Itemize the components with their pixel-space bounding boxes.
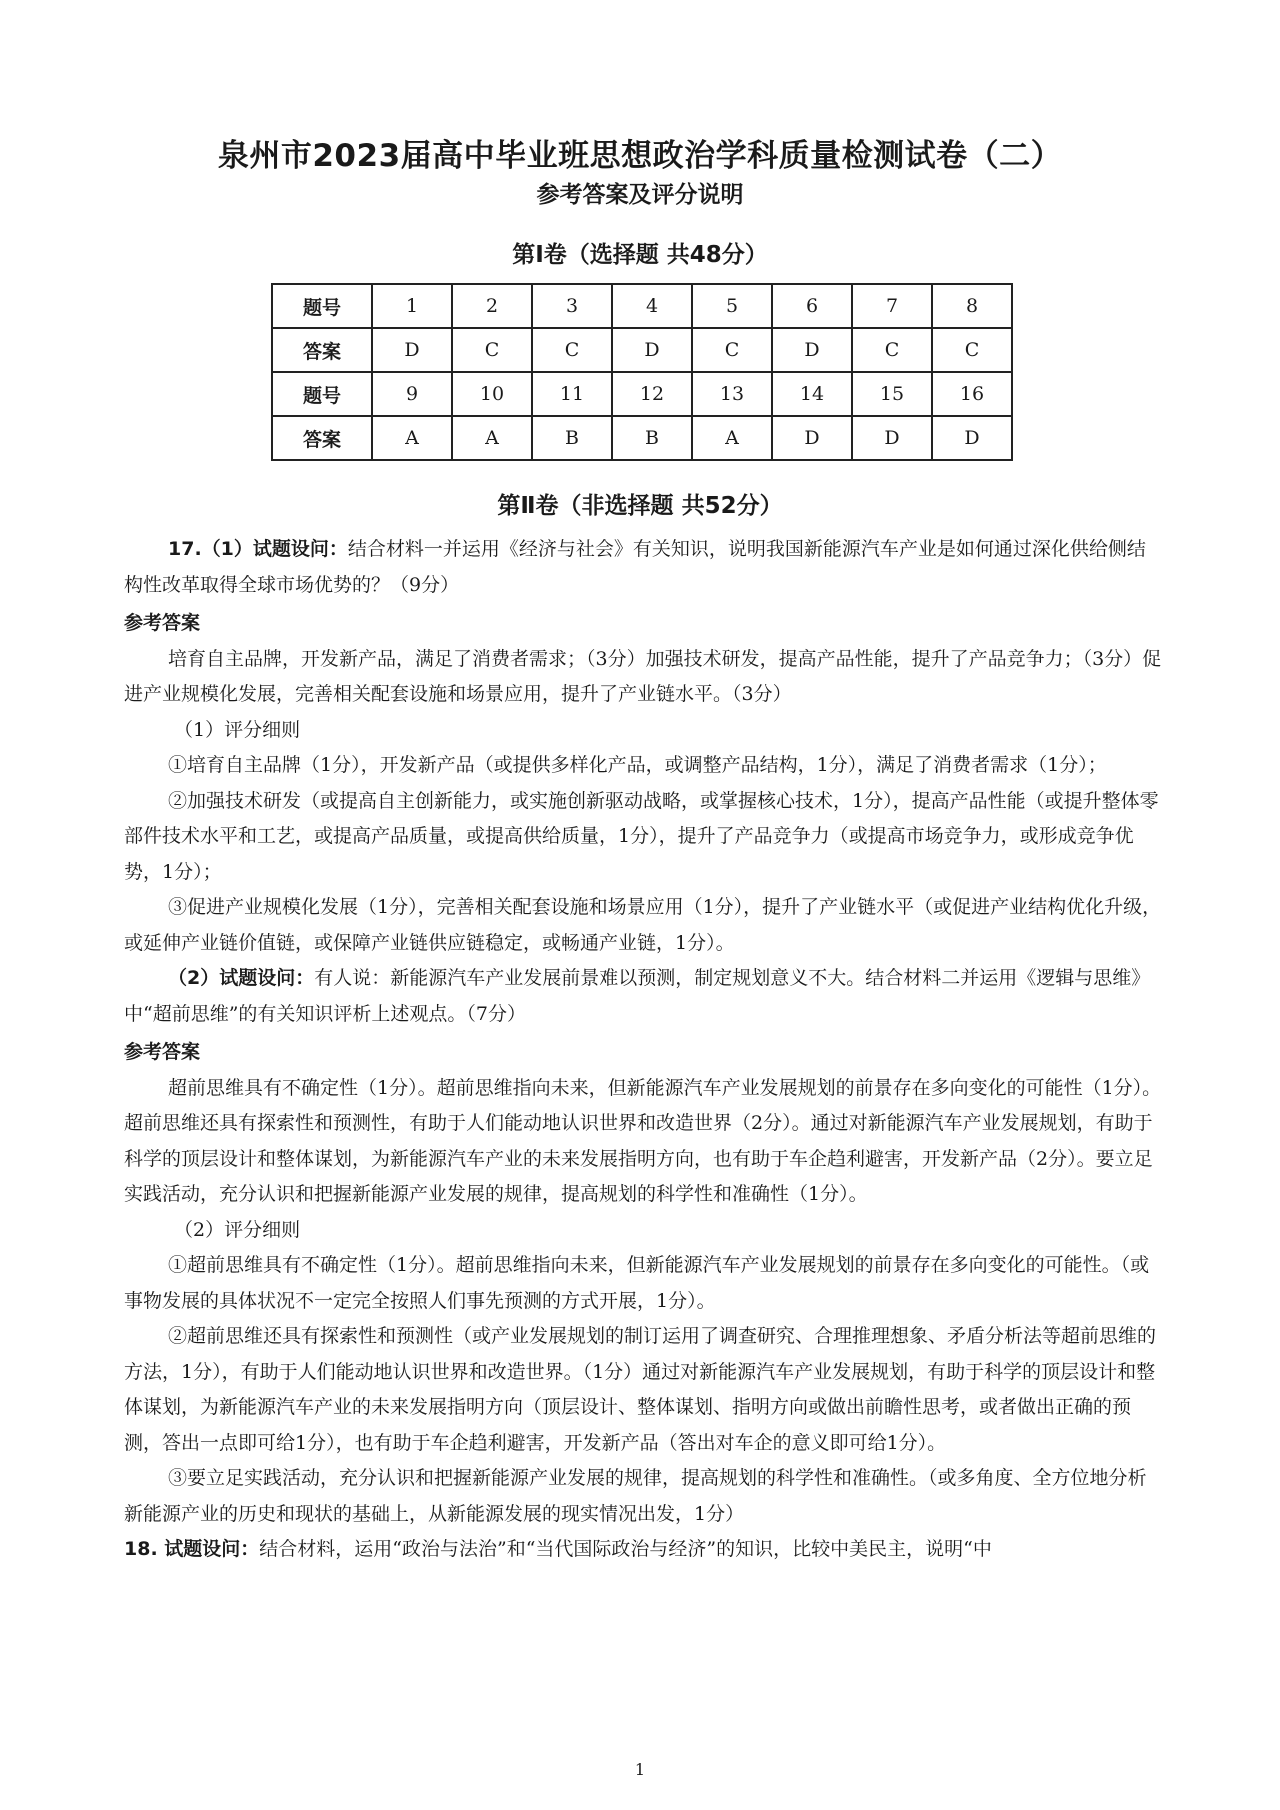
- answer-table-row-label: 答案: [272, 416, 372, 460]
- answer-table-row: [272, 416, 1012, 460]
- q17-part2-label: （2）试题设问：: [168, 967, 315, 989]
- answer-table-cell: 14: [772, 372, 852, 416]
- answer-table-cell: 13: [692, 372, 772, 416]
- answer-table-cell: A: [372, 416, 452, 460]
- answer-table-cell: 10: [452, 372, 532, 416]
- answer-table-row-label: 题号: [272, 372, 372, 416]
- answer-body: [124, 532, 1164, 1568]
- answer-table-cell: 4: [612, 284, 692, 328]
- answer-table-cell: B: [532, 416, 612, 460]
- page-number: 1: [634, 1760, 646, 1779]
- answer-table-cell: A: [452, 416, 532, 460]
- answer-table-cell: D: [612, 328, 692, 372]
- q17-part1-label: 17.（1）试题设问：: [168, 538, 348, 560]
- answer-table-row: [272, 372, 1012, 416]
- q17-part1-rubric-heading: （1）评分细则: [174, 718, 301, 741]
- q17-part2-question: [124, 961, 1164, 1032]
- answer-table-cell: 2: [452, 284, 532, 328]
- answer-table-cell: 9: [372, 372, 452, 416]
- q18-text: 结合材料，运用“政治与法治”和“当代国际政治与经济”的知识，比较中美民主，说明“中: [259, 1538, 992, 1560]
- answer-table-cell: D: [372, 328, 452, 372]
- answer-table-row: [272, 328, 1012, 372]
- q18-label: 18. 试题设问：: [124, 1538, 260, 1560]
- answer-table-row-label: 答案: [272, 328, 372, 372]
- answer-table-cell: 16: [932, 372, 1012, 416]
- section-2-heading: 第Ⅱ卷（非选择题 共52分）: [497, 493, 783, 519]
- answer-table-cell: C: [532, 328, 612, 372]
- q17-part2-rubric-item: ②超前思维还具有探索性和预测性（或产业发展规划的制订运用了调查研究、合理推理想象、矛盾分析法等超前思维的方法，1分），有助于人们能动地认识世界和改造世界。（1分）通过对新能源汽车产业发展规划，有助于科学的顶层设计和整体谋划，为新能源汽车产业的未来发展指明方向（顶层设计、整体谋划、指明方向或做出前瞻性思考，或者做出正确的预测，答出一点即可给1分），也有助于车企趋利避害，开发新产品（答出对车企的意义即可给1分）。: [124, 1325, 1157, 1454]
- answer-table-cell: B: [612, 416, 692, 460]
- answer-table-cell: 7: [852, 284, 932, 328]
- answer-table-cell: C: [692, 328, 772, 372]
- answer-table-cell: 6: [772, 284, 852, 328]
- q17-part2-rubric-item: ③要立足实践活动，充分认识和把握新能源产业发展的规律，提高规划的科学性和准确性。（或多角度、全方位地分析新能源产业的历史和现状的基础上，从新能源发展的现实情况出发，1分）: [124, 1467, 1147, 1525]
- q17-part1-ref-heading: 参考答案: [124, 612, 201, 634]
- q17-part1-rubric-item: ②加强技术研发（或提高自主创新能力，或实施创新驱动战略，或掌握核心技术，1分），提高产品性能（或提升整体零部件技术水平和工艺，或提高产品质量，或提高供给质量，1分），提升了产品竞争力（或提高市场竞争力，或形成竞争优势，1分）；: [124, 789, 1159, 883]
- answer-table-cell: C: [452, 328, 532, 372]
- answer-table-cell: D: [852, 416, 932, 460]
- section-1-heading: 第Ⅰ卷（选择题 共48分）: [512, 242, 768, 268]
- q17-part1-answer: 培育自主品牌，开发新产品，满足了消费者需求；（3分）加强技术研发，提高产品性能，提升了产品竞争力；（3分）促进产业规模化发展，完善相关配套设施和场景应用，提升了产业链水平。（3分）: [124, 647, 1162, 705]
- answer-table-cell: D: [772, 328, 852, 372]
- answer-table-cell: 15: [852, 372, 932, 416]
- answer-table-cell: D: [932, 416, 1012, 460]
- q17-part1-rubric-item: ③促进产业规模化发展（1分），完善相关配套设施和场景应用（1分），提升了产业链水平（或促进产业结构优化升级，或延伸产业链价值链，或保障产业链供应链稳定，或畅通产业链，1分）。: [124, 896, 1162, 954]
- q17-part2-rubric-item: ①超前思维具有不确定性（1分）。超前思维指向未来，但新能源汽车产业发展规划的前景存在多向变化的可能性。（或事物发展的具体状况不一定完全按照人们事先预测的方式开展，1分）。: [124, 1254, 1150, 1312]
- answer-table-row: [272, 284, 1012, 328]
- answer-table-row-label: 题号: [272, 284, 372, 328]
- q18-question: [124, 1532, 1164, 1568]
- q17-part2-answer: 超前思维具有不确定性（1分）。超前思维指向未来，但新能源汽车产业发展规划的前景存在多向变化的可能性（1分）。超前思维还具有探索性和预测性，有助于人们能动地认识世界和改造世界（2分）。通过对新能源汽车产业发展规划，有助于科学的顶层设计和整体谋划，为新能源汽车产业的未来发展指明方向，也有助于车企趋利避害，开发新产品（2分）。要立足实践活动，充分认识和把握新能源产业发展的规律，提高规划的科学性和准确性（1分）。: [124, 1076, 1162, 1205]
- answer-table-cell: 1: [372, 284, 452, 328]
- answer-table-cell: 5: [692, 284, 772, 328]
- answer-table: [271, 283, 1013, 461]
- q17-part2-ref-heading: 参考答案: [124, 1041, 201, 1063]
- answer-table-cell: A: [692, 416, 772, 460]
- q17-part1-rubric-item: ①培育自主品牌（1分），开发新产品（或提供多样化产品，或调整产品结构，1分），满足了消费者需求（1分）；: [168, 754, 1107, 776]
- answer-table-cell: 12: [612, 372, 692, 416]
- answer-table-cell: C: [852, 328, 932, 372]
- answer-table-cell: 3: [532, 284, 612, 328]
- answer-table-cell: D: [772, 416, 852, 460]
- page-title: 泉州市2023届高中毕业班思想政治学科质量检测试卷（二）: [217, 138, 1063, 174]
- q17-part1-text: 结合材料一并运用《经济与社会》有关知识，说明我国新能源汽车产业是如何通过深化供给侧结构性改革取得全球市场优势的？（9分）: [124, 538, 1146, 596]
- q17-part2-text: 有人说：新能源汽车产业发展前景难以预测，制定规划意义不大。结合材料二并运用《逻辑与思维》中“超前思维”的有关知识评析上述观点。（7分）: [124, 967, 1151, 1025]
- q17-part1-question: [124, 532, 1164, 603]
- answer-table-cell: 8: [932, 284, 1012, 328]
- answer-table-cell: 11: [532, 372, 612, 416]
- page-subtitle: 参考答案及评分说明: [536, 182, 744, 208]
- q17-part2-rubric-heading: （2）评分细则: [174, 1218, 301, 1241]
- answer-table-cell: C: [932, 328, 1012, 372]
